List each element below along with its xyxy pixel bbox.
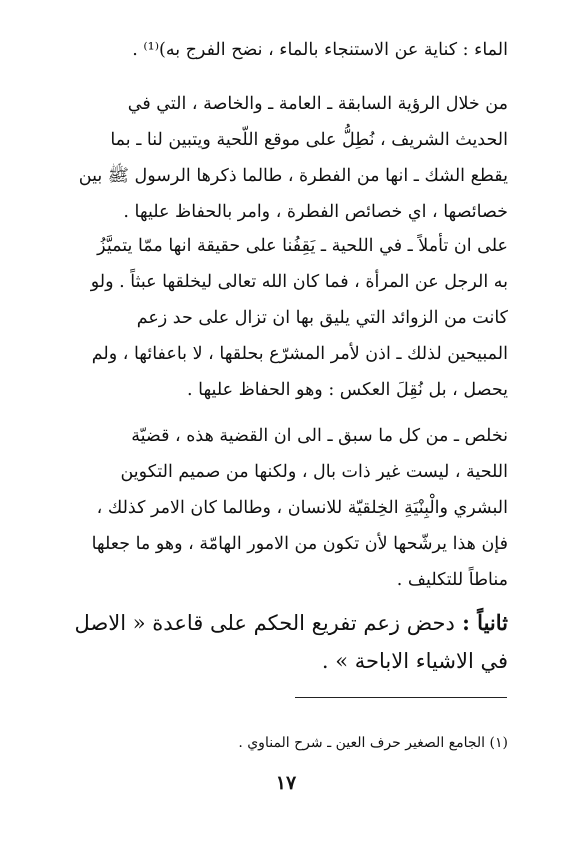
text-line: خصائصها ، اي خصائص الفطرة ، وامر بالحفاظ عليها . <box>123 202 508 222</box>
text-line: على ان تأملاً ـ في اللحية ـ يَقِفُنا على حقيقة انها ممّا يتميَّزُ <box>97 236 508 256</box>
heading-title-continued: في الاشياء الاباحة » . <box>321 649 508 673</box>
text-line: به الرجل عن المرأة ، فما كان الله تعالى ليخلقها عبثاً . ولو <box>90 272 508 292</box>
text-line: فإن هذا يرشّحها لأن تكون من الامور الهامّة ، وهو ما جعلها <box>91 534 508 554</box>
text-line: من خلال الرؤية السابقة ـ العامة ـ والخاصة ، التي في <box>127 94 508 114</box>
footnote-marker: (١) <box>489 735 508 751</box>
heading-line <box>66 604 508 642</box>
text-line: كانت من الزوائد التي يليق بها ان تزال على حد زعم <box>136 308 508 328</box>
heading-label: ثانياً : <box>462 610 508 635</box>
text-line: نخلص ـ من كل ما سبق ـ الى ان القضية هذه ، قضيّة <box>131 426 508 446</box>
text-line: الماء : كناية عن الاستنجاء بالماء ، نضح الفرج به)⁽¹⁾ . <box>132 40 508 60</box>
footnote-text: الجامع الصغير حرف العين ـ شرح المناوي . <box>238 735 486 751</box>
page-number: ١٧ <box>275 772 297 794</box>
text-line: اللحية ، ليست غير ذات بال ، ولكنها من صميم التكوين <box>120 462 508 482</box>
paragraph-conclusion <box>66 418 508 598</box>
paragraph-distinction <box>66 228 508 408</box>
text-line: مناطاً للتكليف . <box>396 570 508 590</box>
paragraph-continuation <box>66 32 508 68</box>
section-heading <box>66 604 508 680</box>
footnote-divider <box>295 697 507 698</box>
text-line: يقطع الشك ـ انها من الفطرة ، طالما ذكرها الرسول ﷺ بين <box>78 166 508 186</box>
text-line: البشري والْبِنْيَةِ الخِلقيّة للانسان ، وطالما كان الامر كذلك ، <box>96 498 508 518</box>
paragraph-fitra <box>66 86 508 230</box>
heading-title: دحض زعم تفريع الحكم على قاعدة « الاصل <box>74 611 455 635</box>
footnote <box>200 735 508 751</box>
text-line: يحصل ، بل نُقِلَ العكس : وهو الحفاظ عليها . <box>187 380 508 400</box>
text-line: الحديث الشريف ، نُطِلُّ على موقع اللّحية ويتبين لنا ـ بما <box>110 130 508 150</box>
text-line: المبيحين لذلك ـ اذن لأمر المشرّع بحلقها ، لا باعفائها ، ولم <box>91 344 508 364</box>
